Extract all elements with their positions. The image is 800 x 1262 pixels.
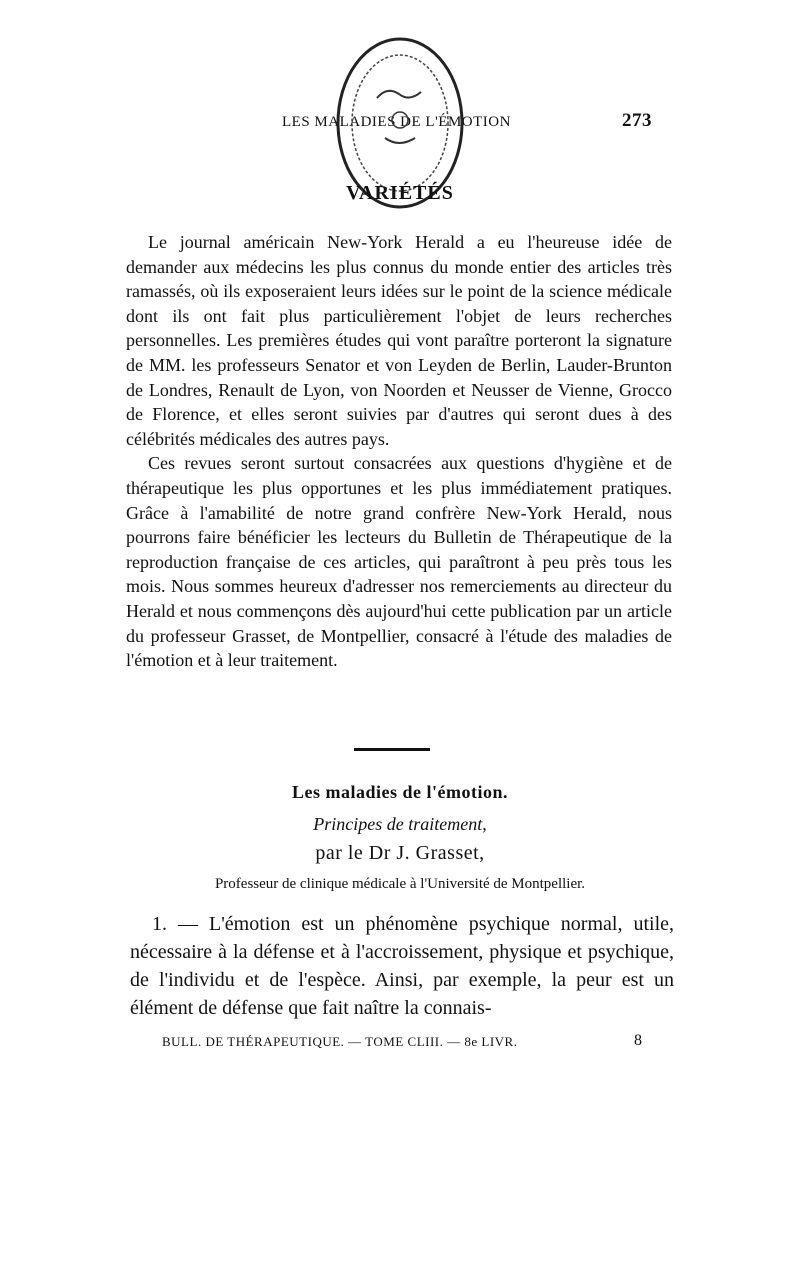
intro-paragraph-2: Ces revues seront surtout consacrées aux questions d'hygiène et de thérapeutique les plus opportunes et les plus immédiatement pratiques. Grâce à l'amabilité de notre grand confrère New-York Herald, nous pourrons faire bénéficier les lecteurs du Bulletin de Thérapeutique de la reproduction française de ces articles, qui paraîtront à peu près tous les mois. Nous sommes heureux d'adresser nos remerciements au directeur du Herald et nous commençons dès aujourd'hui cette publication par un article du professeur Grasset, de Montpellier, consacré à l'étude des maladies de l'émotion et à leur traitement. <box>126 453 672 671</box>
section-divider <box>354 748 430 751</box>
page-number: 273 <box>622 110 652 131</box>
intro-text <box>126 230 672 673</box>
section-heading: VARIÉTÉS <box>346 182 454 204</box>
article-subtitle: Principes de traitement, <box>313 814 487 834</box>
article-body <box>130 910 674 1022</box>
intro-paragraph-1: Le journal américain New-York Herald a eu l'heureuse idée de demander aux médecins les plus connus du monde entier des articles très ramassés, où ils exposeraient leurs idées sur le point de la science médicale dont ils ont fait plus particulièrement l'objet de leurs recherches personnelles. Les premières études qui vont paraître porteront la signature de MM. les professeurs Senator et von Leyden de Berlin, Lauder-Brunton de Londres, Renault de Lyon, von Noorden et Neusser de Vienne, Grocco de Florence, et elles seront suivies par d'autres qui seront dues à des célébrités médicales des autres pays. <box>126 232 672 449</box>
footer-text: BULL. DE THÉRAPEUTIQUE. — TOME CLIII. — 8e LIVR. <box>162 1034 518 1049</box>
footer-signature: 8 <box>634 1032 643 1049</box>
page-footer <box>0 1034 800 1054</box>
article-affiliation: Professeur de clinique médicale à l'Université de Montpellier. <box>214 876 586 892</box>
running-title: LES MALADIES DE L'ÉMOTION <box>282 114 511 130</box>
article-author: par le Dr J. Grasset, <box>315 842 485 864</box>
article-title: Les maladies de l'émotion. <box>292 782 508 802</box>
article-paragraph-1: 1. — L'émotion est un phénomène psychique normal, utile, nécessaire à la défense et à l'accroissement, physique et psychique, de l'individu et de l'espèce. Ainsi, par exemple, la peur est un élément de défense que fait naître la connais- <box>130 913 674 1019</box>
